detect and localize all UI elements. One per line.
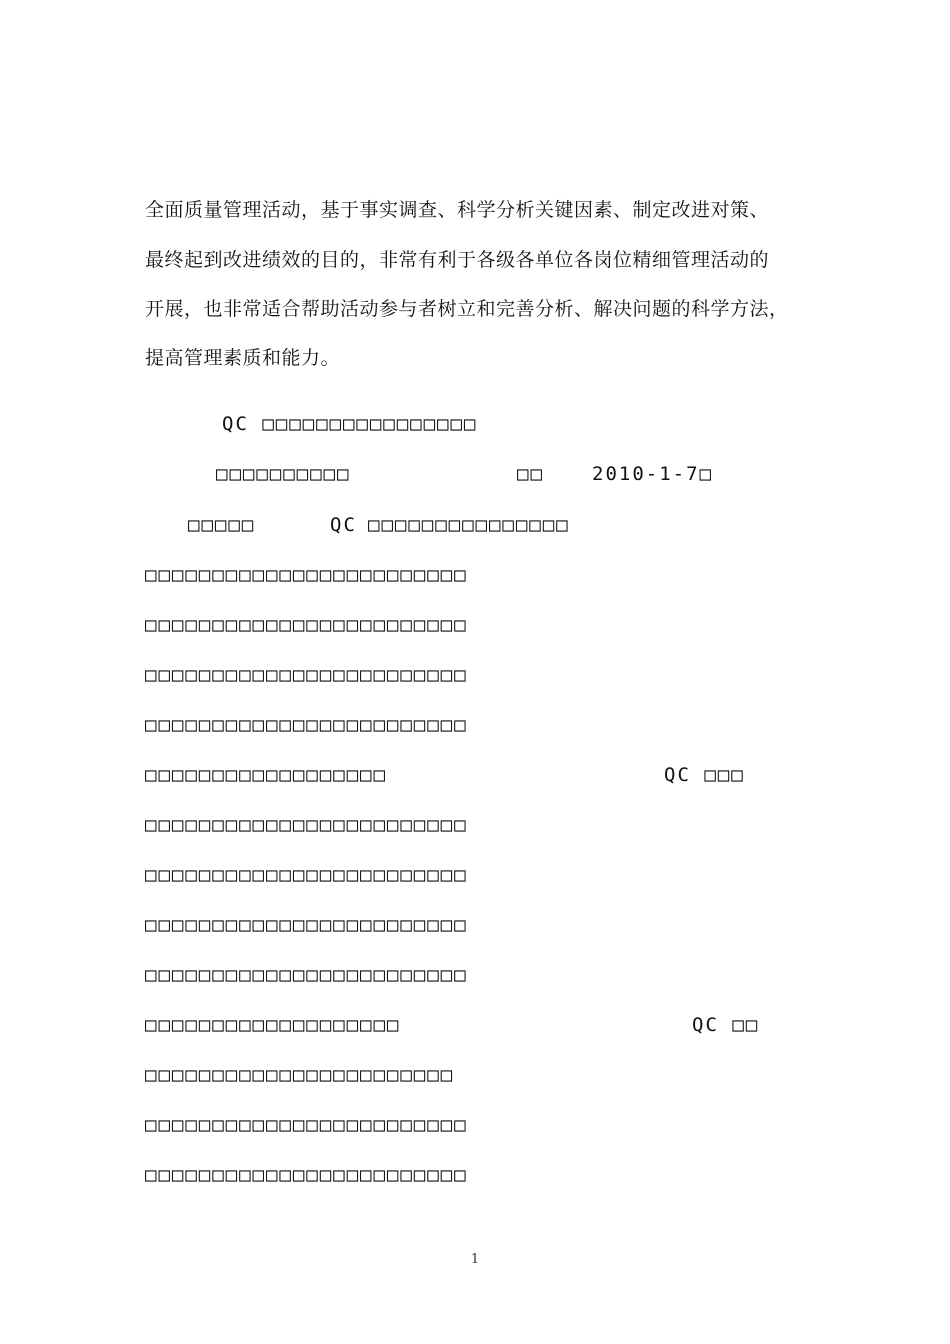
section-title-rest: □□□□□□□□□□□□□□□□ (262, 413, 478, 435)
body-row-5-qc (664, 763, 745, 787)
body-row-13: □□□□□□□□□□□□□□□□□□□□□□□□ (145, 1164, 468, 1186)
body-row-12: □□□□□□□□□□□□□□□□□□□□□□□□ (145, 1114, 468, 1136)
body-row-5: □□□□□□□□□□□□□□□□□□ (145, 764, 387, 786)
body-row-8: □□□□□□□□□□□□□□□□□□□□□□□□ (145, 914, 468, 936)
page-number: 1 (470, 1252, 480, 1267)
intro-line-3: 开展，也非常适合帮助活动参与者树立和完善分析、解决问题的科学方法， (145, 298, 789, 320)
body-row-9: □□□□□□□□□□□□□□□□□□□□□□□□ (145, 964, 468, 986)
body-row-3: □□□□□□□□□□□□□□□□□□□□□□□□ (145, 664, 468, 686)
body-row-7: □□□□□□□□□□□□□□□□□□□□□□□□ (145, 864, 468, 886)
section-title-qc: QC (222, 413, 249, 435)
body-row-6: □□□□□□□□□□□□□□□□□□□□□□□□ (145, 814, 468, 836)
byline-left: □□□□□□□□□□ (216, 463, 351, 485)
body-row-5-qc-label: QC (664, 764, 691, 786)
lead-qc: QC (330, 514, 357, 536)
intro-line-4: 提高管理素质和能力。 (145, 347, 341, 369)
lead-rest: □□□□□□□□□□□□□□□ (368, 514, 570, 536)
section-title (222, 412, 477, 436)
byline-date: 2010-1-7□ (592, 463, 713, 485)
intro-line-1: 全面质量管理活动，基于事实调查、科学分析关键因素、制定改进对策、 (145, 199, 770, 221)
body-row-10-qc-label: QC (692, 1014, 719, 1036)
body-row-10-qc (692, 1013, 759, 1037)
body-row-11: □□□□□□□□□□□□□□□□□□□□□□□ (145, 1064, 455, 1086)
intro-line-2: 最终起到改进绩效的目的，非常有利于各级各单位各岗位精细管理活动的 (145, 249, 770, 271)
byline-mid: □□ (517, 463, 544, 485)
lead-left: □□□□□ (188, 514, 256, 536)
body-row-10-tail: □□ (732, 1014, 760, 1036)
body-row-10: □□□□□□□□□□□□□□□□□□□ (145, 1014, 401, 1036)
body-row-2: □□□□□□□□□□□□□□□□□□□□□□□□ (145, 614, 468, 636)
body-row-1: □□□□□□□□□□□□□□□□□□□□□□□□ (145, 564, 468, 586)
body-row-4: □□□□□□□□□□□□□□□□□□□□□□□□ (145, 714, 468, 736)
body-row-5-tail: □□□ (704, 764, 745, 786)
